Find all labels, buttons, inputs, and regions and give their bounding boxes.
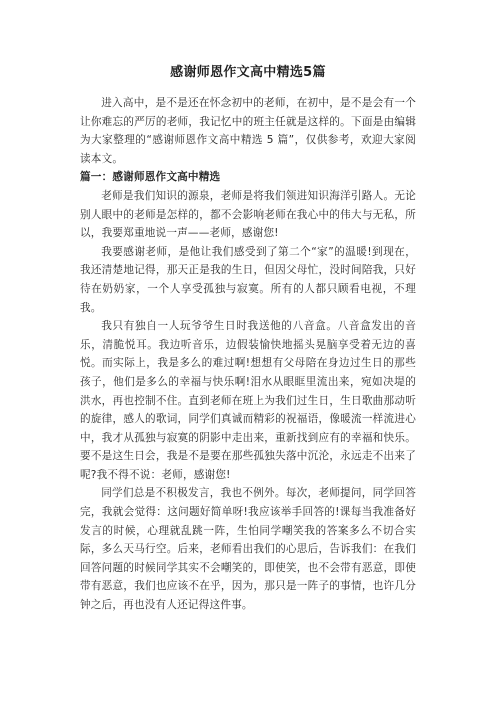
body-paragraph-1: 老师是我们知识的源泉，老师是将我们领进知识海洋引路人。无论别人眼中的老师是怎样的，都不会影响老师在我心中的伟大与无私，所以，我要郑重地说一声——老师，感谢您! <box>80 189 416 240</box>
document-title: 感谢师恩作文高中精选5篇 <box>170 65 326 80</box>
body-paragraph-3: 我只有独自一人玩爷爷生日时我送他的八音盒。八音盒发出的音乐，清脆悦耳。我边听音乐，边假装愉快地摇头晃脑享受着无边的喜悦。而实际上，我是多么的难过啊!想想有父母陪在身边过生日的那些孩子，他们是多么的幸福与快乐啊!泪水从眼眶里流出来，宛如决堤的洪水，再也控制不住。直到老师在班上为我们过生日，生日歌曲那动听的旋律，感人的歌词，同学们真诚而精彩的祝福语，像暖流一样流进心中，我才从孤独与寂寞的阴影中走出来，重新找到应有的幸福和快乐。要不是这生日会，我是不是要在那些孤独失落中沉沦，永远走不出来了呢?我不得不说：老师，感谢您! <box>80 320 416 481</box>
intro-paragraph: 进入高中，是不是还在怀念初中的老师，在初中，是不是会有一个让你难忘的严厉的老师，我记忆中的班主任就是这样的。下面是由编辑为大家整理的“感谢师恩作文高中精选 5 篇”，仅供参考，欢迎大家阅读本文。 <box>80 97 416 165</box>
section-heading: 篇一：感谢师恩作文高中精选 <box>80 171 221 184</box>
body-paragraph-2: 我要感谢老师，是他让我们感受到了第二个“家”的温暖!到现在，我还清楚地记得，那天正是我的生日，但因父母忙，没时间陪我，只好待在奶奶家，一个人享受孤独与寂寞。所有的人都只顾看电视，不理我。 <box>80 245 416 314</box>
body-paragraph-4: 同学们总是不积极发言，我也不例外。每次，老师提问，同学回答完，我就会觉得：这问题好简单呀!我应该举手回答的!课每当我准备好发言的时候，心理就乱跳一阵，生怕同学嘲笑我的答案多么不切合实际，多么天马行空。后来，老师看出我们的心思后，告诉我们：在我们回答问题的时候同学其实不会嘲笑的，即使笑，也不会带有恶意，即使带有恶意，我们也应该不在乎，因为，那只是一阵子的事情，也许几分钟之后，再也没有人还记得这件事。 <box>80 487 416 612</box>
